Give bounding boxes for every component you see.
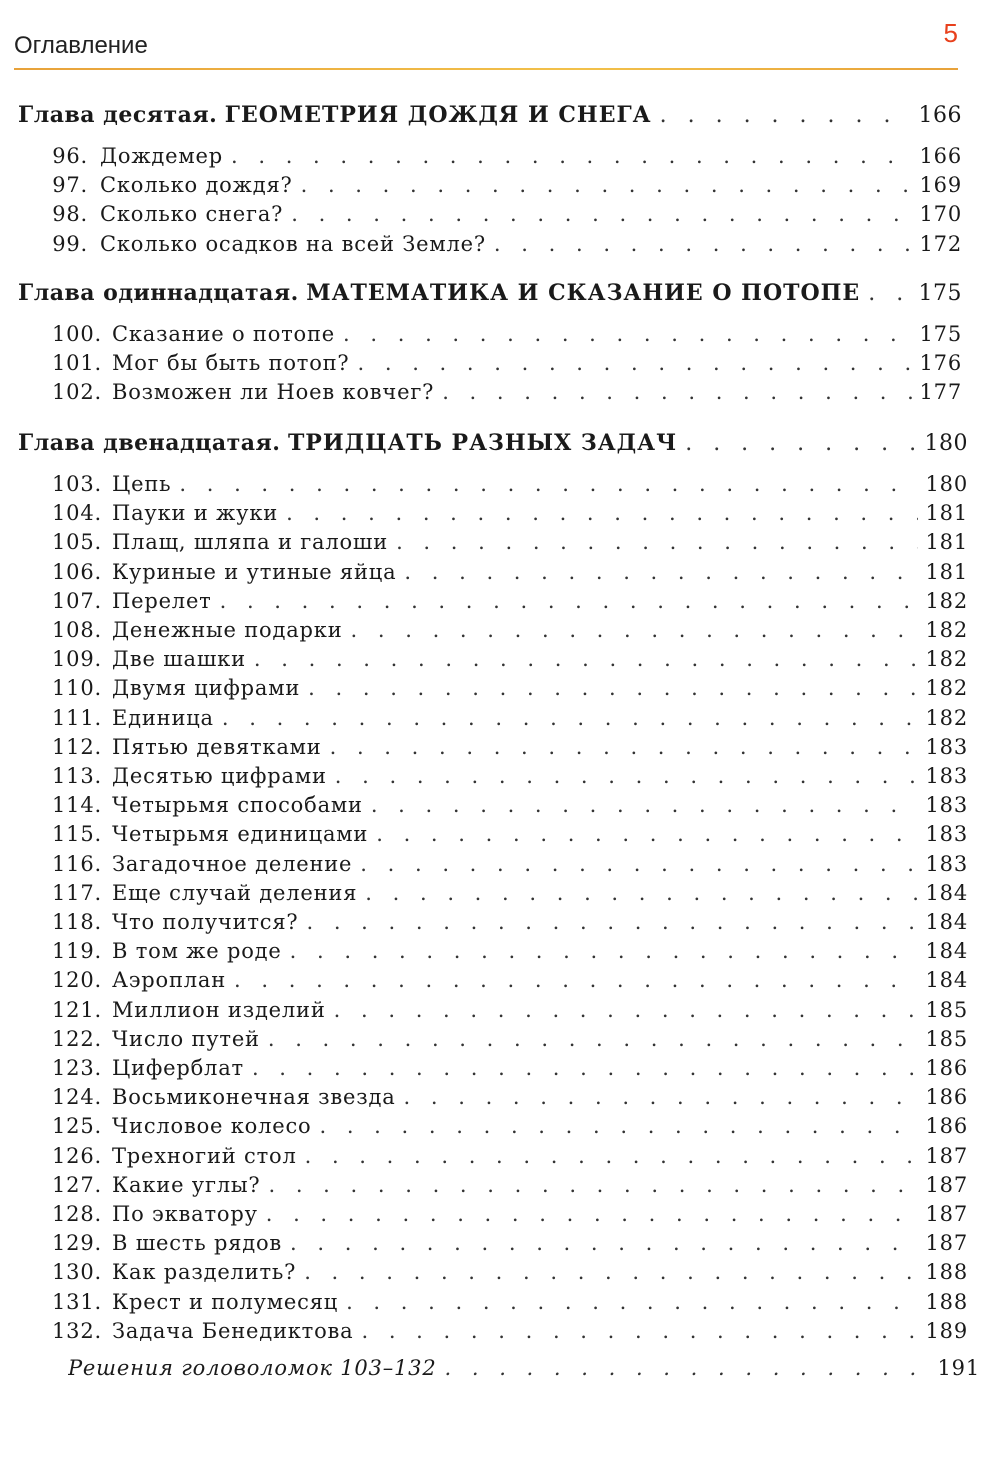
toc-item-title [52, 1173, 260, 1197]
toc-item-label: Перелет [112, 588, 212, 613]
dot-leader [231, 144, 912, 168]
toc-item-title [52, 793, 363, 817]
toc-item[interactable] [52, 764, 968, 788]
toc-item-number: 115. [52, 822, 102, 847]
toc-item-number: 103. [52, 472, 102, 496]
toc-item-label: В шесть рядов [112, 1231, 283, 1256]
toc-item[interactable] [52, 1114, 968, 1138]
toc-item-number: 126. [52, 1143, 102, 1168]
toc-item-number: 97. [52, 173, 88, 198]
toc-item[interactable] [52, 1144, 968, 1168]
dot-leader [376, 822, 917, 846]
toc-item[interactable] [52, 1202, 968, 1226]
toc-item-number: 99. [52, 231, 88, 256]
toc-item[interactable] [52, 647, 968, 671]
toc-item-label: Пауки и жуки [112, 501, 279, 526]
toc-item-label: Сколько снега? [100, 202, 284, 227]
toc-item-title [52, 647, 246, 671]
toc-item-page-number: 183 [925, 793, 968, 818]
toc-item-label: Числовое колесо [112, 1114, 312, 1139]
toc-item-page-number: 182 [925, 705, 968, 730]
toc-item-page-number: 181 [925, 501, 968, 526]
toc-item-page-number: 169 [919, 173, 962, 198]
chapter-title [18, 280, 860, 306]
toc-item[interactable] [52, 589, 968, 613]
toc-item-title [52, 232, 486, 256]
toc-item[interactable] [52, 472, 968, 496]
dot-leader [306, 910, 917, 934]
toc-item-number: 109. [52, 647, 102, 672]
toc-item-number: 111. [52, 705, 102, 730]
toc-item-number: 107. [52, 588, 102, 613]
toc-item-label: Что получится? [112, 910, 299, 934]
chapter-name: ТРИДЦАТЬ РАЗНЫХ ЗАДАЧ [287, 430, 678, 456]
dot-leader [404, 560, 917, 584]
toc-item-label: Цепь [112, 472, 172, 496]
toc-item-label: Денежные подарки [112, 618, 343, 642]
toc-item-title [52, 1319, 353, 1343]
chapter-page-number: 175 [918, 281, 962, 306]
toc-item-label: Миллион изделий [112, 997, 326, 1022]
toc-item-page-number: 188 [925, 1260, 968, 1285]
dot-leader [304, 1260, 917, 1284]
toc-item-label: В том же роде [112, 939, 282, 964]
toc-item[interactable] [52, 910, 968, 934]
toc-item-label: Восьмиконечная звезда [112, 1085, 396, 1110]
dot-leader [268, 1173, 917, 1197]
toc-item-number: 101. [52, 351, 102, 376]
dot-leader [222, 706, 918, 730]
toc-item-page-number: 180 [925, 472, 968, 496]
dot-leader [660, 103, 911, 128]
toc-item[interactable] [52, 939, 968, 963]
toc-item[interactable] [52, 793, 968, 817]
dot-leader [404, 1085, 918, 1109]
toc-item-page-number: 170 [919, 202, 962, 227]
toc-item-title [52, 822, 368, 846]
toc-item[interactable] [52, 998, 968, 1022]
toc-item-number: 119. [52, 939, 102, 964]
toc-item-title [52, 1290, 338, 1314]
toc-item-title [52, 939, 282, 963]
toc-item-title [52, 173, 293, 197]
toc-item-label: Четырьмя единицами [112, 822, 369, 847]
toc-item-label: Куриные и утиные яйца [112, 559, 397, 584]
toc-item-number: 125. [52, 1114, 102, 1139]
toc-item[interactable] [52, 1290, 968, 1314]
toc-item[interactable] [52, 706, 968, 730]
toc-item-page-number: 185 [925, 1026, 968, 1051]
toc-item-page-number: 184 [925, 880, 968, 905]
dot-leader [358, 351, 912, 375]
chapter-row[interactable] [18, 102, 962, 128]
toc-item-label: Еще случай деления [112, 880, 358, 905]
toc-item-page-number: 176 [919, 351, 962, 376]
dot-leader [351, 618, 918, 642]
toc-item-number: 132. [52, 1318, 102, 1343]
toc-item[interactable] [52, 1260, 968, 1284]
toc-item-number: 112. [52, 734, 102, 759]
chapter-row[interactable] [18, 430, 968, 456]
toc-item[interactable] [52, 1085, 968, 1109]
header-title: Оглавление [14, 32, 148, 59]
toc-item-label: Двумя цифрами [112, 676, 301, 701]
solutions-row[interactable] [68, 1356, 980, 1380]
dot-leader [494, 232, 912, 256]
toc-item[interactable] [52, 822, 968, 846]
toc-item-number: 104. [52, 501, 102, 526]
dot-leader [301, 173, 912, 197]
toc-item-number: 124. [52, 1085, 102, 1110]
dot-leader [234, 968, 918, 992]
toc-item-title [52, 380, 434, 404]
toc-item-label: Плащ, шляпа и галоши [112, 530, 389, 555]
toc-item[interactable] [52, 1231, 968, 1255]
toc-item-number: 102. [52, 380, 102, 405]
toc-item-page-number: 186 [925, 1114, 968, 1139]
dot-leader [334, 998, 918, 1022]
toc-item-label: Какие углы? [112, 1172, 261, 1197]
toc-item[interactable] [52, 560, 968, 584]
toc-item-title [52, 1202, 258, 1226]
toc-item-number: 105. [52, 530, 102, 555]
dot-leader [290, 939, 918, 963]
toc-item-page-number: 172 [919, 231, 962, 256]
toc-item-number: 100. [52, 322, 102, 346]
toc-item-number: 96. [52, 144, 88, 168]
toc-item-page-number: 183 [925, 734, 968, 759]
chapter-title [18, 102, 652, 128]
header-page-number: 5 [943, 18, 958, 48]
dot-leader [179, 472, 917, 496]
toc-item-title [52, 676, 300, 700]
toc-item-page-number: 181 [925, 559, 968, 584]
dot-leader [305, 1144, 918, 1168]
toc-item-page-number: 186 [925, 1085, 968, 1110]
toc-item-label: Единица [112, 705, 214, 730]
toc-item-title [52, 706, 214, 730]
dot-leader [343, 322, 911, 346]
toc-item-page-number: 188 [925, 1289, 968, 1314]
toc-item-label: Задача Бенедиктова [112, 1318, 354, 1343]
toc-item[interactable] [52, 144, 962, 168]
toc-item-label: Крест и полумесяц [112, 1289, 339, 1314]
toc-item[interactable] [52, 1319, 968, 1343]
dot-leader [445, 1356, 930, 1380]
toc-item-label: Число путей [112, 1026, 260, 1051]
toc-item-label: Десятью цифрами [112, 764, 327, 788]
toc-item-label: Возможен ли Ноев ковчег? [112, 380, 435, 405]
dot-leader [868, 281, 910, 306]
toc-item-title [52, 1114, 311, 1138]
toc-item-label: Сказание о потопе [112, 322, 336, 346]
toc-item-number: 116. [52, 851, 102, 876]
dot-leader [291, 202, 911, 226]
toc-item[interactable] [52, 501, 968, 525]
chapter-page-number: 180 [924, 431, 968, 456]
toc-item-number: 127. [52, 1172, 102, 1197]
toc-item-title [52, 322, 335, 346]
toc-item-title [52, 589, 212, 613]
toc-item-page-number: 182 [925, 676, 968, 701]
toc-item-page-number: 182 [925, 647, 968, 672]
chapter-prefix: Глава одиннадцатая. [18, 280, 299, 306]
toc-item[interactable] [52, 380, 962, 404]
toc-item-page-number: 184 [925, 939, 968, 964]
dot-leader [266, 1202, 918, 1226]
dot-leader [220, 589, 918, 613]
dot-leader [286, 501, 917, 525]
toc-item-page-number: 189 [925, 1318, 968, 1343]
toc-item-title [52, 501, 278, 525]
toc-item-number: 123. [52, 1056, 102, 1080]
toc-item-page-number: 187 [925, 1231, 968, 1256]
toc-item[interactable] [52, 173, 962, 197]
toc-item-title [52, 1056, 244, 1080]
toc-item-number: 108. [52, 618, 102, 642]
dot-leader [371, 793, 918, 817]
toc-item-title [52, 351, 350, 375]
toc-item-label: Сколько осадков на всей Земле? [100, 231, 486, 256]
toc-item[interactable] [52, 1027, 968, 1051]
toc-item-page-number: 186 [925, 1056, 968, 1080]
toc-item-label: Как разделить? [112, 1260, 297, 1285]
toc-item-page-number: 183 [925, 851, 968, 876]
toc-item-title [52, 910, 298, 934]
toc-item-title [52, 998, 326, 1022]
toc-item-page-number: 183 [925, 822, 968, 847]
toc-item[interactable] [52, 232, 962, 256]
dot-leader [268, 1027, 918, 1051]
toc-item-title [52, 618, 343, 642]
toc-item-page-number: 177 [919, 380, 962, 405]
toc-item-title [52, 144, 223, 168]
toc-item-title [52, 1027, 260, 1051]
toc-item-number: 128. [52, 1202, 102, 1226]
chapter-prefix: Глава десятая. [18, 102, 218, 128]
toc-item-label: Сколько дождя? [100, 173, 293, 198]
dot-leader [252, 1056, 918, 1080]
toc-item-title [52, 472, 171, 496]
dot-leader [442, 380, 911, 404]
toc-item-title [52, 202, 283, 226]
dot-leader [330, 735, 918, 759]
toc-item-page-number: 181 [925, 530, 968, 555]
toc-item-title [52, 560, 396, 584]
toc-item-page-number: 185 [925, 997, 968, 1022]
chapter-page-number: 166 [918, 103, 962, 128]
toc-item-number: 120. [52, 968, 102, 993]
toc-item-label: По экватору [112, 1202, 258, 1226]
dot-leader [685, 431, 916, 456]
toc-item-label: Четырьмя способами [112, 793, 363, 818]
toc-item[interactable] [52, 968, 968, 992]
toc-item[interactable] [52, 351, 962, 375]
dot-leader [319, 1114, 917, 1138]
toc-item-title [52, 1144, 297, 1168]
toc-item-title [52, 1085, 396, 1109]
toc-item-number: 121. [52, 997, 102, 1022]
dot-leader [254, 647, 918, 671]
toc-item[interactable] [52, 322, 962, 346]
toc-item-label: Аэроплан [112, 968, 227, 993]
toc-item[interactable] [52, 881, 968, 905]
toc-item-page-number: 182 [925, 588, 968, 613]
toc-item-label: Две шашки [112, 647, 246, 672]
toc-item-page-number: 187 [925, 1172, 968, 1197]
chapter-prefix: Глава двенадцатая. [18, 430, 281, 456]
toc-item[interactable] [52, 852, 968, 876]
toc-item-page-number: 175 [919, 322, 962, 346]
toc-item-page-number: 183 [925, 764, 968, 788]
toc-item-number: 110. [52, 676, 102, 701]
toc-item-label: Пятью девятками [112, 734, 322, 759]
toc-item-label: Трехногий стол [112, 1143, 297, 1168]
toc-item[interactable] [52, 1056, 968, 1080]
toc-item-page-number: 184 [925, 968, 968, 993]
toc-item-page-number: 166 [919, 144, 962, 168]
toc-item-page-number: 182 [925, 618, 968, 642]
solutions-title: Решения головоломок 103–132 [68, 1356, 437, 1380]
toc-item-number: 98. [52, 202, 88, 227]
toc-item-title [52, 968, 226, 992]
toc-item-title [52, 764, 327, 788]
chapter-row[interactable] [18, 280, 962, 306]
dot-leader [360, 852, 917, 876]
toc-item-title [52, 852, 352, 876]
toc-item-title [52, 530, 388, 554]
toc-item-number: 114. [52, 793, 102, 818]
toc-item-number: 131. [52, 1289, 102, 1314]
toc-item-page-number: 184 [925, 910, 968, 934]
toc-item-number: 129. [52, 1231, 102, 1256]
toc-item-page-number: 187 [925, 1143, 968, 1168]
toc-item-number: 106. [52, 559, 102, 584]
toc-item-label: Дождемер [100, 144, 223, 168]
toc-item-number: 130. [52, 1260, 102, 1285]
chapter-title [18, 430, 677, 456]
dot-leader [365, 881, 917, 905]
dot-leader [335, 764, 918, 788]
chapter-name: МАТЕМАТИКА И СКАЗАНИЕ О ПОТОПЕ [306, 280, 861, 306]
toc-item-number: 117. [52, 880, 102, 905]
toc-item-label: Циферблат [112, 1056, 244, 1080]
dot-leader [346, 1290, 917, 1314]
toc-item-label: Мог бы быть потоп? [112, 351, 350, 376]
solutions-page-number: 191 [937, 1356, 980, 1380]
toc-item-title [52, 881, 357, 905]
toc-item[interactable] [52, 676, 968, 700]
dot-leader [308, 676, 917, 700]
toc-item-title [52, 735, 322, 759]
toc-item-number: 113. [52, 764, 102, 788]
toc-item-title [52, 1260, 296, 1284]
dot-leader [396, 530, 917, 554]
toc-item-number: 122. [52, 1026, 102, 1051]
dot-leader [361, 1319, 917, 1343]
toc-item[interactable] [52, 735, 968, 759]
toc-item-label: Загадочное деление [112, 851, 353, 876]
toc-item-title [52, 1231, 282, 1255]
toc-item[interactable] [52, 202, 962, 226]
toc-item[interactable] [52, 1173, 968, 1197]
dot-leader [290, 1231, 917, 1255]
toc-item-number: 118. [52, 910, 102, 934]
chapter-name: ГЕОМЕТРИЯ ДОЖДЯ И СНЕГА [224, 102, 652, 128]
toc-item[interactable] [52, 618, 968, 642]
toc-item[interactable] [52, 530, 968, 554]
toc-item-page-number: 187 [925, 1202, 968, 1226]
